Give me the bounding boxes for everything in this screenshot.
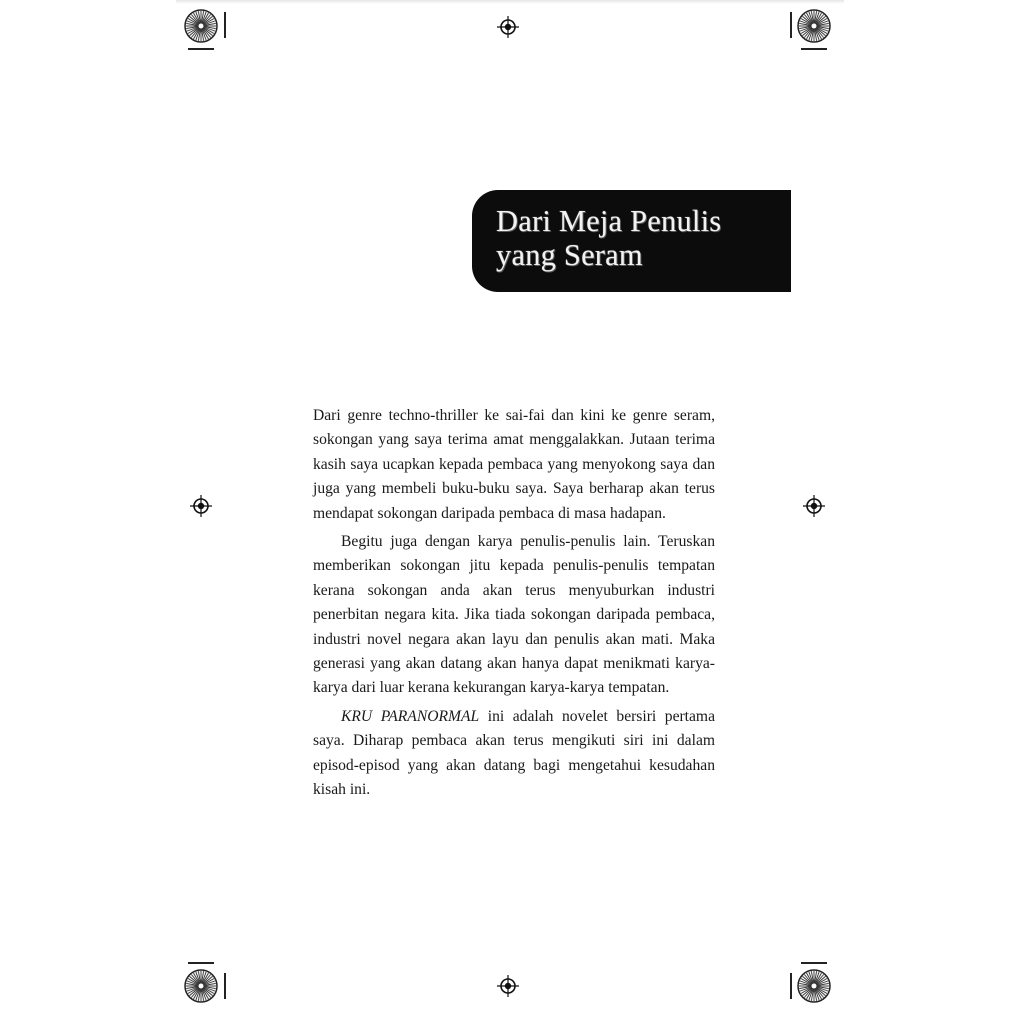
starburst-icon	[797, 969, 831, 1003]
crop-line-horizontal	[801, 962, 827, 964]
crop-line-vertical	[790, 12, 792, 38]
registration-left-icon	[190, 495, 212, 522]
chapter-title-line-1: Dari Meja Penulis	[496, 204, 722, 238]
starburst-top-left-icon	[184, 9, 218, 43]
paragraph-3	[313, 705, 715, 803]
registration-bottom-icon	[497, 975, 519, 1002]
book-title-emphasis: KRU PARANORMAL	[341, 707, 480, 725]
chapter-title-box	[472, 190, 791, 292]
registration-top-icon	[497, 16, 519, 43]
starburst-icon	[797, 9, 831, 43]
crop-line-vertical	[224, 12, 226, 38]
registration-right-icon	[803, 495, 825, 522]
starburst-bottom-left-icon	[184, 969, 218, 1003]
starburst-bottom-right-icon	[797, 969, 831, 1003]
body-text	[313, 404, 715, 803]
crop-line-horizontal	[801, 48, 827, 50]
starburst-icon	[184, 969, 218, 1003]
paragraph-3-text: ini adalah novelet bersiri pertama saya. Diharap pembaca akan terus mengikuti siri ini dalam episod-episod yang akan datang bagi mengetahui kesudahan kisah ini.	[313, 707, 715, 799]
crop-line-vertical	[224, 973, 226, 999]
page-top-edge	[176, 0, 844, 4]
chapter-title-line-2: yang Seram	[496, 238, 643, 272]
starburst-top-right-icon	[797, 9, 831, 43]
crop-line-vertical	[790, 973, 792, 999]
crop-line-horizontal	[188, 962, 214, 964]
crop-line-horizontal	[188, 48, 214, 50]
starburst-icon	[184, 9, 218, 43]
paragraph-2: Begitu juga dengan karya penulis-penulis lain. Teruskan memberikan sokongan jitu kepada penulis-penulis tempatan kerana sokongan anda akan terus menyuburkan industri penerbitan negara kita. Jika tiada sokongan daripada pembaca, industri novel negara akan layu dan penulis akan mati. Maka generasi yang akan datang akan hanya dapat menikmati karya-karya dari luar kerana kekurangan karya-karya tempatan.	[313, 533, 715, 697]
paragraph-1: Dari genre techno-thriller ke sai-fai dan kini ke genre seram, sokongan yang saya terima amat menggalakkan. Jutaan terima kasih saya ucapkan kepada pembaca yang menyokong saya dan juga yang membeli buku-buku saya. Saya berharap akan terus mendapat sokongan daripada pembaca di masa hadapan.	[313, 407, 715, 522]
